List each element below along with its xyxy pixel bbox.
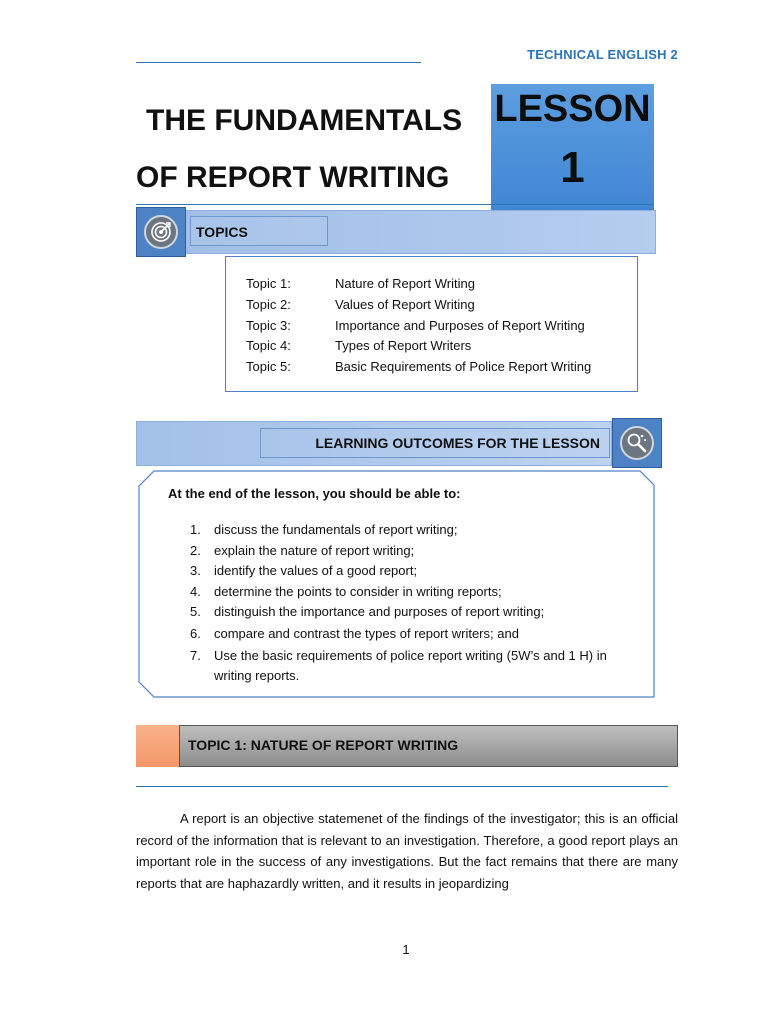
title-line-1: THE FUNDAMENTALS (146, 104, 463, 137)
topic-number: Topic 3: (246, 318, 291, 333)
outcome-text: distinguish the importance and purposes of report writing; (214, 604, 545, 619)
course-title: TECHNICAL ENGLISH 2 (527, 47, 678, 62)
outcome-text: determine the points to consider in writing reports; (214, 584, 502, 599)
topic-number: Topic 1: (246, 276, 291, 291)
page-number: 1 (402, 942, 410, 957)
outcome-number: 2. (190, 543, 201, 558)
topic-name: Values of Report Writing (335, 297, 475, 312)
body-rule (136, 786, 668, 787)
lesson-word: LESSON (494, 88, 651, 130)
topic-number: Topic 4: (246, 338, 291, 353)
topic1-heading: TOPIC 1: NATURE OF REPORT WRITING (188, 737, 459, 753)
topics-icon-tile (136, 207, 186, 257)
topic-number: Topic 2: (246, 297, 291, 312)
title-line-2: OF REPORT WRITING (136, 161, 450, 194)
target-icon (144, 215, 178, 249)
topic-name: Basic Requirements of Police Report Writing (335, 359, 592, 374)
topics-list (225, 256, 638, 392)
topic-name: Types of Report Writers (335, 338, 472, 353)
page-title (136, 92, 462, 206)
topic-name: Importance and Purposes of Report Writing (335, 318, 585, 333)
lesson-badge (491, 84, 654, 211)
outcome-text: explain the nature of report writing; (214, 543, 415, 558)
topic1-paragraph: A report is an objective statemenet of the findings of the investigator; this is an official record of the information that is relevant to an investigation. Therefore, a good report plays an important role in the success of any investigations. But the fact remains that there are many reports that are haphazardly written, and it results in jeopardizing (136, 811, 678, 891)
lesson-number: 1 (560, 143, 585, 192)
outcome-number: 6. (190, 626, 201, 641)
topic-name: Nature of Report Writing (335, 276, 475, 291)
topics-label: TOPICS (196, 224, 248, 240)
title-rule (136, 204, 654, 205)
outcome-number: 3. (190, 563, 201, 578)
magnifier-icon (620, 426, 654, 460)
topic-number: Topic 5: (246, 359, 291, 374)
outcomes-label: LEARNING OUTCOMES FOR THE LESSON (315, 435, 600, 451)
outcome-text: Use the basic requirements of police report writing (5W’s and 1 H) in writing reports. (214, 648, 607, 683)
outcome-number: 7. (190, 648, 201, 663)
outcomes-icon-tile (612, 418, 662, 468)
outcomes-intro: At the end of the lesson, you should be able to: (168, 486, 461, 501)
header-rule (136, 62, 421, 63)
outcome-text: compare and contrast the types of report writers; and (214, 626, 519, 641)
outcome-text: discuss the fundamentals of report writing; (214, 522, 458, 537)
outcome-text: identify the values of a good report; (214, 563, 418, 578)
outcome-number: 4. (190, 584, 201, 599)
outcome-number: 1. (190, 522, 201, 537)
topic1-accent (136, 725, 179, 767)
outcome-number: 5. (190, 604, 201, 619)
